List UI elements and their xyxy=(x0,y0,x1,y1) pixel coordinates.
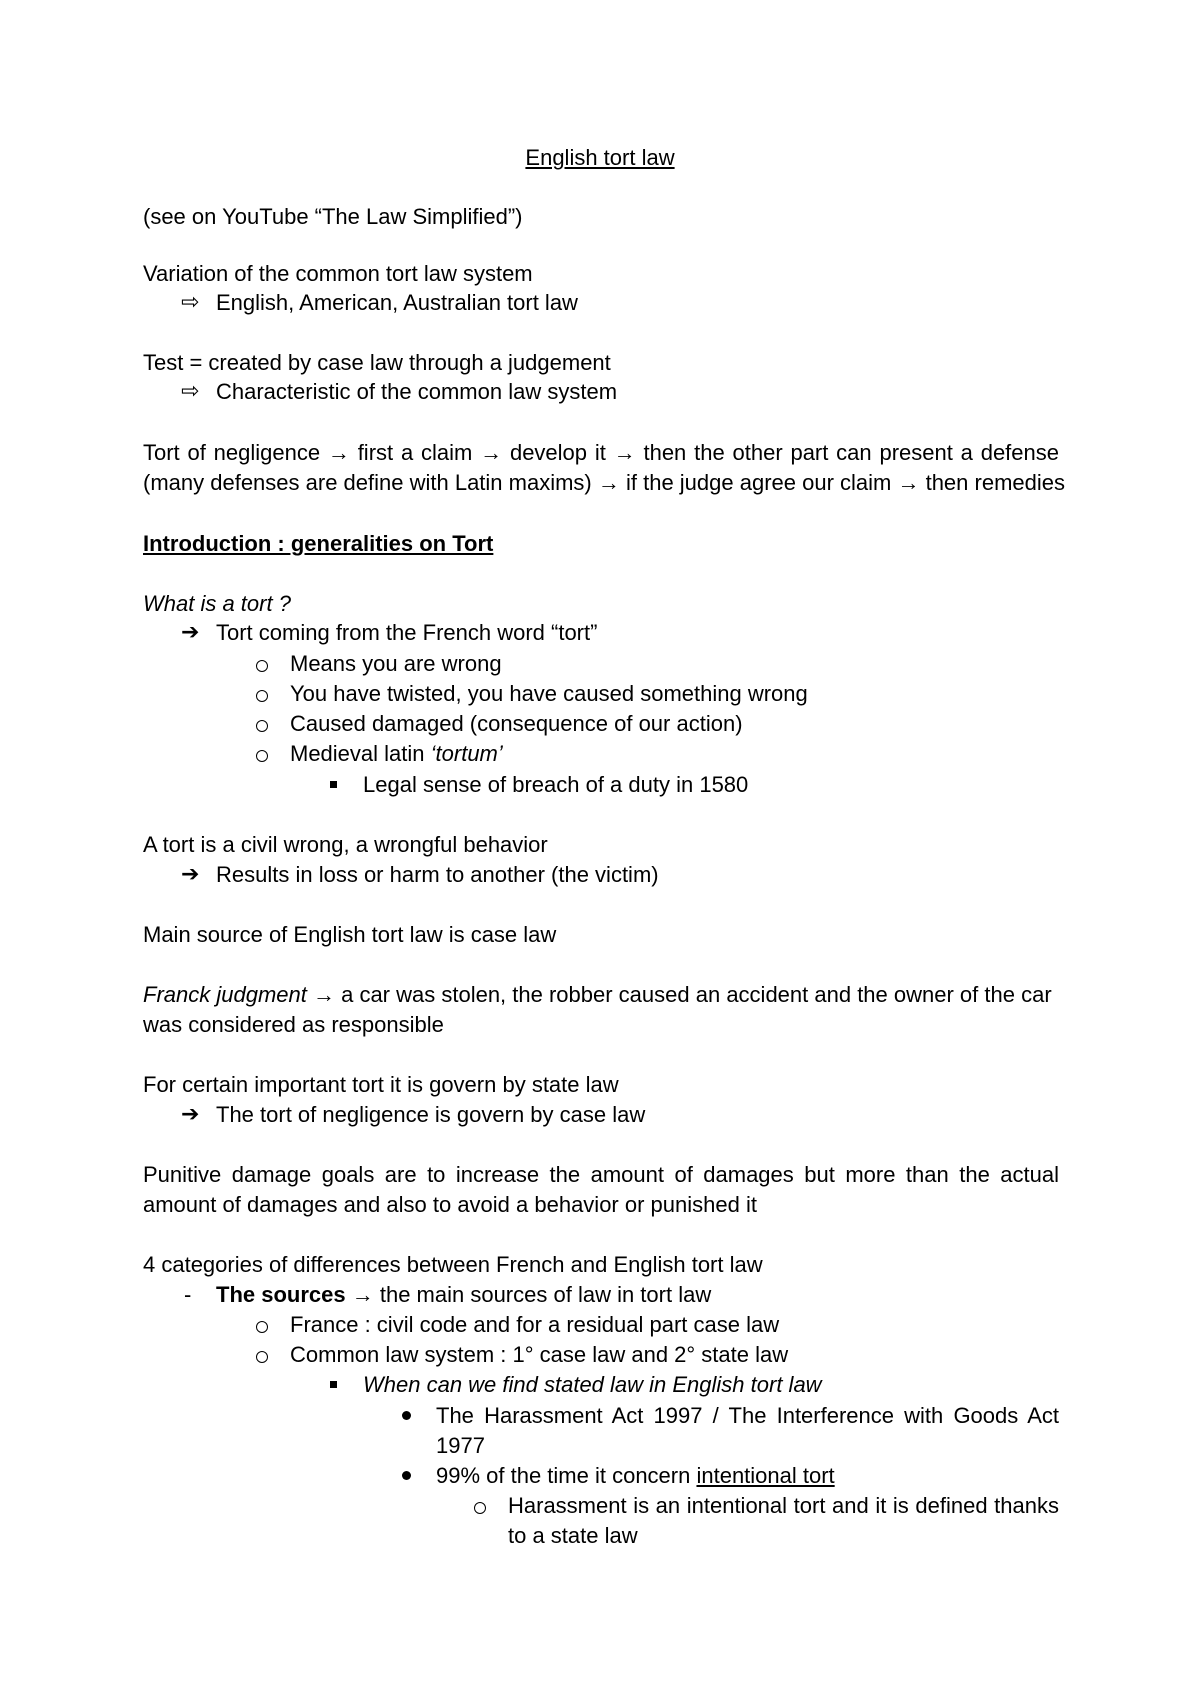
negligence-flow-line2: (many defenses are define with Latin maxims) → if the judge agree our claim → then remedies xyxy=(143,470,1065,495)
punitive-line2: amount of damages and also to avoid a behavior or punished it xyxy=(143,1192,757,1217)
france-item: France : civil code and for a residual part case law xyxy=(290,1312,780,1337)
arrow-icon: ➔ xyxy=(181,861,200,886)
tort-origin-item: Tort coming from the French word “tort” xyxy=(216,620,598,645)
variation-sub: English, American, Australian tort law xyxy=(216,290,578,315)
document-title: English tort law xyxy=(525,145,675,170)
intentional-tort-item xyxy=(436,1461,835,1491)
medieval-latin-item xyxy=(290,739,503,769)
when-stated-law-item: When can we find stated law in English tort law xyxy=(363,1372,822,1397)
test-line: Test = created by case law through a judgement xyxy=(143,350,611,375)
circle-list-item: Means you are wrong xyxy=(290,651,502,676)
civil-wrong-sub: Results in loss or harm to another (the victim) xyxy=(216,862,659,887)
intentional-tort-term: intentional tort xyxy=(696,1463,835,1488)
punitive-line1: Punitive damage goals are to increase the amount of damages but more than the actual xyxy=(143,1162,1059,1187)
harassment-line2: to a state law xyxy=(508,1523,638,1548)
common-law-item: Common law system : 1° case law and 2° state law xyxy=(290,1342,789,1367)
franck-line2: was considered as responsible xyxy=(143,1012,444,1037)
section-heading: Introduction : generalities on Tort xyxy=(143,531,494,556)
circle-bullet-icon xyxy=(256,750,268,762)
sources-text: → the main sources of law in tort law xyxy=(351,1282,712,1307)
acts-line2: 1977 xyxy=(436,1433,485,1458)
sources-label: The sources xyxy=(216,1282,346,1307)
circle-bullet-icon xyxy=(256,690,268,702)
categories-line: 4 categories of differences between French and English tort law xyxy=(143,1252,763,1277)
hollow-arrow-icon: ⇨ xyxy=(181,289,200,314)
circle-bullet-icon xyxy=(474,1502,486,1514)
circle-list-item: You have twisted, you have caused something wrong xyxy=(290,681,808,706)
test-sub: Characteristic of the common law system xyxy=(216,379,618,404)
see-also-note: (see on YouTube “The Law Simplified”) xyxy=(143,204,523,229)
negligence-flow-line1: Tort of negligence → first a claim → develop it → then the other part can present a defense xyxy=(143,440,1059,465)
case-name: Franck judgment xyxy=(143,982,307,1007)
hollow-arrow-icon: ⇨ xyxy=(181,378,200,403)
circle-bullet-icon xyxy=(256,720,268,732)
franck-line1 xyxy=(143,980,1052,1010)
disc-bullet-icon xyxy=(402,1411,411,1420)
franck-text: → a car was stolen, the robber caused an accident and the owner of the car xyxy=(312,982,1052,1007)
circle-bullet-icon xyxy=(256,1351,268,1363)
main-source-line: Main source of English tort law is case law xyxy=(143,922,557,947)
square-bullet-icon xyxy=(330,781,337,788)
acts-line1: The Harassment Act 1997 / The Interference with Goods Act xyxy=(436,1403,1059,1428)
state-law-sub: The tort of negligence is govern by case law xyxy=(216,1102,646,1127)
variation-line: Variation of the common tort law system xyxy=(143,261,533,286)
pct-text: 99% of the time it concern xyxy=(436,1463,697,1488)
arrow-icon: ➔ xyxy=(181,619,200,644)
harassment-line1: Harassment is an intentional tort and it is defined thanks xyxy=(508,1493,1059,1518)
civil-wrong-line: A tort is a civil wrong, a wrongful behavior xyxy=(143,832,548,857)
circle-bullet-icon xyxy=(256,660,268,672)
dash-bullet: - xyxy=(184,1282,192,1307)
arrow-icon: ➔ xyxy=(181,1101,200,1126)
square-list-item: Legal sense of breach of a duty in 1580 xyxy=(363,772,749,797)
square-bullet-icon xyxy=(330,1381,337,1388)
sources-item xyxy=(216,1280,711,1310)
circle-list-item: Caused damaged (consequence of our action) xyxy=(290,711,743,736)
medieval-prefix: Medieval latin xyxy=(290,741,431,766)
state-law-line: For certain important tort it is govern by state law xyxy=(143,1072,619,1097)
disc-bullet-icon xyxy=(402,1471,411,1480)
latin-word: ‘tortum’ xyxy=(430,741,503,766)
what-is-question: What is a tort ? xyxy=(143,591,291,616)
circle-bullet-icon xyxy=(256,1321,268,1333)
